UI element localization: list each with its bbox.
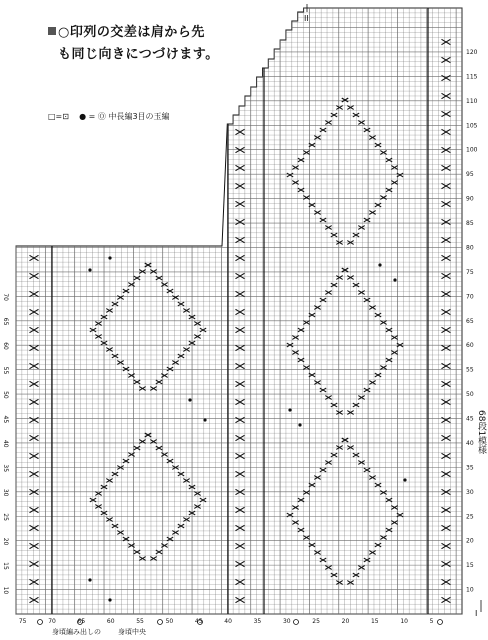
- bobble-dot: [203, 418, 206, 421]
- left-row-label: 25: [2, 513, 9, 521]
- left-row-label: 50: [2, 391, 9, 399]
- bottom-col-label: 40: [224, 618, 232, 625]
- right-row-label: 65: [466, 317, 474, 325]
- right-row-label: 75: [466, 268, 474, 276]
- bobble-dot: [378, 263, 381, 266]
- right-row-label: 60: [466, 342, 474, 350]
- bobble-dot: [403, 478, 406, 481]
- left-row-label: 30: [2, 488, 9, 497]
- legend-symbol: □=⊡: [48, 112, 69, 121]
- left-row-label: 70: [2, 293, 9, 301]
- bobble-dot: [188, 398, 191, 401]
- right-row-label: 45: [466, 415, 474, 423]
- right-row-label: 70: [466, 293, 474, 301]
- right-row-label: 85: [466, 220, 474, 228]
- right-row-label: 40: [466, 439, 474, 447]
- note-line-2: も同じ向きにつづけます。: [58, 47, 219, 62]
- bobble-dot: [298, 423, 301, 426]
- bottom-col-label: 20: [341, 618, 350, 625]
- bobble-dot: [108, 256, 111, 259]
- right-row-label: 80: [466, 244, 474, 252]
- right-row-label: 90: [466, 195, 474, 203]
- left-row-label: 10: [2, 586, 9, 595]
- legend: [48, 111, 170, 122]
- circle-marker-icon: [158, 620, 163, 625]
- right-row-label: 30: [466, 488, 474, 496]
- note-line-1: ○印列の交差は肩から先: [58, 25, 205, 40]
- bottom-col-label: 30: [282, 618, 291, 625]
- bottom-col-label: 35: [253, 618, 262, 625]
- right-row-label: 10: [466, 586, 474, 594]
- right-row-label: 110: [466, 97, 478, 105]
- bobble-dot: [88, 268, 91, 271]
- bottom-col-label: 65: [77, 618, 86, 625]
- bottom-col-label: 75: [18, 618, 27, 625]
- mark-bottom-label: I: [475, 609, 478, 618]
- left-row-label: 15: [2, 562, 9, 570]
- bobble-dot: [88, 578, 91, 581]
- left-row-label: 35: [2, 464, 9, 473]
- bottom-center-label: 身頃中央: [118, 628, 146, 636]
- left-row-label: 65: [2, 317, 9, 326]
- right-row-label: 55: [466, 366, 474, 374]
- right-row-label: 15: [466, 562, 474, 570]
- legend-dot: ● = Ⓞ 中長編3目の玉編: [79, 112, 170, 121]
- bottom-col-label: 10: [400, 618, 408, 625]
- bottom-col-label: 70: [48, 618, 56, 625]
- bobble-dot: [108, 598, 111, 601]
- square-bullet-icon: [48, 27, 56, 35]
- left-row-label: 60: [2, 342, 9, 350]
- right-row-label: 120: [466, 48, 478, 56]
- side-repeat-label: 68段1模様: [476, 410, 486, 455]
- right-row-label: 35: [466, 464, 474, 472]
- left-row-label: 20: [2, 537, 9, 546]
- right-row-label: 100: [466, 146, 478, 154]
- mark-top-label: II: [304, 14, 309, 23]
- right-row-label: 105: [466, 122, 478, 130]
- bottom-col-label: 15: [370, 618, 379, 625]
- left-row-label: 40: [2, 439, 9, 448]
- bottom-left-label: 身頃編み出しの: [52, 628, 101, 636]
- right-row-label: 25: [466, 513, 474, 521]
- bottom-col-label: 55: [136, 618, 144, 625]
- circle-marker-icon: [294, 620, 299, 625]
- bobble-dot: [288, 408, 291, 411]
- bottom-col-label: 5: [429, 618, 434, 625]
- left-row-label: 45: [2, 415, 9, 424]
- circle-marker-icon: [38, 620, 43, 625]
- bottom-col-label: 50: [165, 618, 174, 625]
- bottom-col-label: 60: [106, 618, 115, 625]
- bobble-dot: [393, 278, 396, 281]
- right-row-label: 50: [466, 391, 474, 399]
- circle-marker-icon: [438, 620, 443, 625]
- right-row-label: 115: [466, 73, 478, 81]
- instruction-note: [48, 22, 219, 66]
- left-row-label: 55: [2, 366, 9, 375]
- bottom-col-label: 45: [194, 618, 203, 625]
- right-row-label: 95: [466, 171, 474, 179]
- bottom-col-label: 25: [312, 618, 320, 625]
- right-row-label: 20: [466, 537, 474, 545]
